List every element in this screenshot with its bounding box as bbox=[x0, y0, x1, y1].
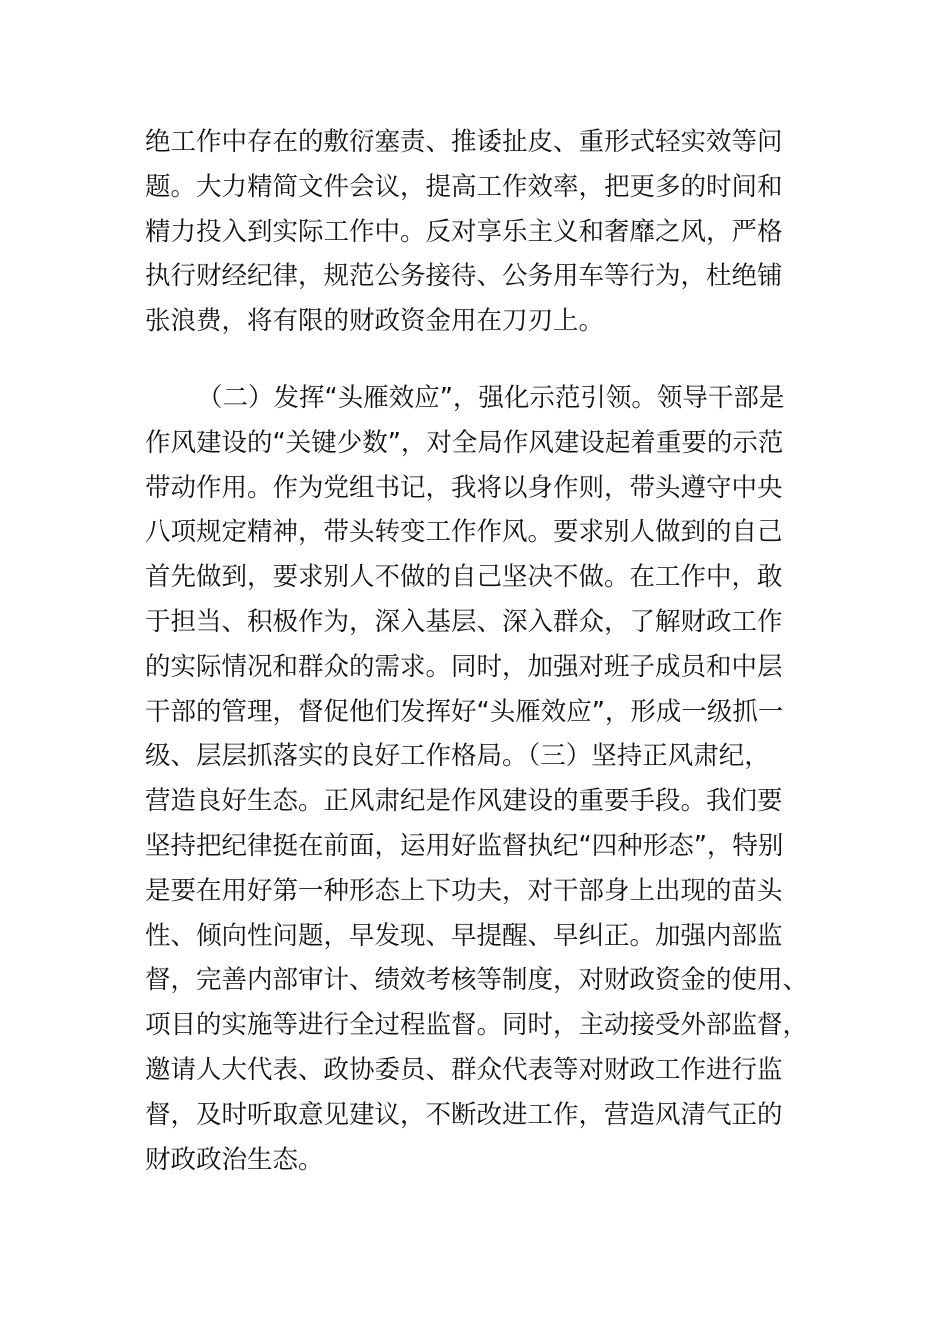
text-line: 财政政治生态。 bbox=[145, 1144, 324, 1175]
text-line: 作风建设的“关键少数”，对全局作风建设起着重要的示范 bbox=[145, 427, 784, 458]
text-line: 精力投入到实际工作中。反对享乐主义和奢靡之风，严格 bbox=[145, 216, 783, 247]
text-line: 营造良好生态。正风肃纪是作风建设的重要手段。我们要 bbox=[145, 786, 783, 817]
text-line: 级、层层抓落实的良好工作格局。（三）坚持正风肃纪， bbox=[145, 741, 770, 772]
text-line: 题。大力精简文件会议，提高工作效率，把更多的时间和 bbox=[145, 171, 783, 202]
text-line: 坚持把纪律挺在前面，运用好监督执纪“四种形态”，特别 bbox=[145, 831, 784, 861]
text-line: 督，及时听取意见建议，不断改进工作，营造风清气正的 bbox=[145, 1099, 783, 1130]
text-line: 绝工作中存在的敷衍塞责、推诿扯皮、重形式轻实效等问 bbox=[145, 127, 783, 157]
text-line: 首先做到，要求别人不做的自己坚决不做。在工作中，敢 bbox=[145, 562, 783, 593]
text-line: 是要在用好第一种形态上下功夫，对干部身上出现的苗头 bbox=[145, 875, 783, 906]
text-line: 邀请人大代表、政协委员、群众代表等对财政工作进行监 bbox=[145, 1055, 783, 1085]
text-line: 执行财经纪律，规范公务接待、公务用车等行为，杜绝铺 bbox=[145, 261, 783, 292]
text-line: 督，完善内部审计、绩效考核等制度，对财政资金的使用、 bbox=[145, 965, 809, 996]
text-line: （二）发挥“头雁效应”，强化示范引领。领导干部是 bbox=[197, 383, 785, 413]
text-line: 于担当、积极作为，深入基层、深入群众，了解财政工作 bbox=[145, 607, 783, 637]
text-line: 的实际情况和群众的需求。同时，加强对班子成员和中层 bbox=[145, 651, 783, 682]
text-line: 性、倾向性问题，早发现、早提醒、早纠正。加强内部监 bbox=[145, 920, 783, 951]
text-line: 干部的管理，督促他们发挥好“头雁效应”，形成一级抓一 bbox=[145, 696, 784, 727]
text-line: 张浪费，将有限的财政资金用在刀刃上。 bbox=[145, 306, 605, 337]
text-line: 带动作用。作为党组书记，我将以身作则，带头遵守中央 bbox=[145, 472, 783, 503]
text-line: 项目的实施等进行全过程监督。同时，主动接受外部监督， bbox=[145, 1010, 809, 1041]
text-line: 八项规定精神，带头转变工作作风。要求别人做到的自己 bbox=[145, 517, 783, 548]
